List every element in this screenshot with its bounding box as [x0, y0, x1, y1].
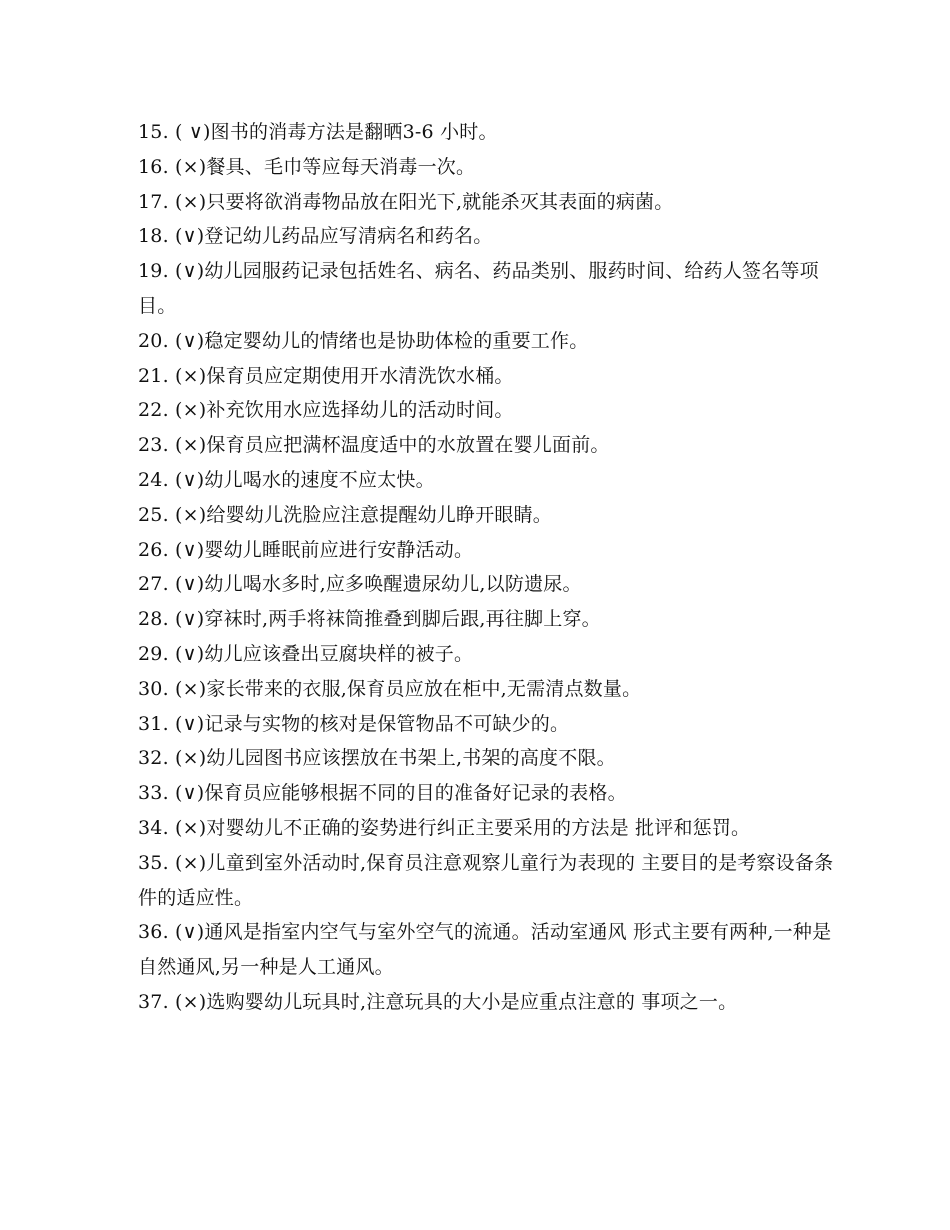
list-item-35: 35. (×)儿童到室外活动时,保育员注意观察儿童行为表现的 主要目的是考察设备条件的适应性。 [138, 851, 834, 909]
list-item-27: 27. (∨)幼儿喝水多时,应多唤醒遗尿幼儿,以防遗尿。 [138, 573, 582, 596]
list-item-19: 19. (∨)幼儿园服药记录包括姓名、病名、药品类别、服药时间、给药人签名等项目。 [138, 260, 819, 317]
question-list [138, 115, 838, 1020]
list-item-26: 26. (∨)婴幼儿睡眠前应进行安静活动。 [138, 538, 474, 561]
list-item-23: 23. (×)保育员应把满杯温度适中的水放置在婴儿面前。 [138, 434, 610, 457]
list-item-30: 30. (×)家长带来的衣服,保育员应放在柜中,无需清点数量。 [138, 677, 642, 700]
list-item-29: 29. (∨)幼儿应该叠出豆腐块样的被子。 [138, 642, 474, 665]
list-item-28: 28. (∨)穿袜时,两手将袜筒推叠到脚后跟,再往脚上穿。 [138, 608, 601, 631]
list-item-31: 31. (∨)记录与实物的核对是保管物品不可缺少的。 [138, 712, 570, 735]
list-item-36: 36. (∨)通风是指室内空气与室外空气的流通。活动室通风 形式主要有两种,一种是自然通风,另一种是人工通风。 [138, 921, 832, 979]
list-item-34: 34. (×)对婴幼儿不正确的姿势进行纠正主要采用的方法是 批评和惩罚。 [138, 816, 751, 839]
list-item-16: 16. (×)餐具、毛巾等应每天消毒一次。 [138, 155, 476, 178]
list-item-24: 24. (∨)幼儿喝水的速度不应太快。 [138, 468, 435, 491]
list-item-22: 22. (×)补充饮用水应选择幼儿的活动时间。 [138, 399, 514, 422]
list-item-15: 15. ( ∨)图书的消毒方法是翻晒3-6 小时。 [138, 121, 498, 143]
list-item-32: 32. (×)幼儿园图书应该摆放在书架上,书架的高度不限。 [138, 747, 616, 770]
list-item-18: 18. (∨)登记幼儿药品应写清病名和药名。 [138, 225, 493, 248]
list-item-25: 25. (×)给婴幼儿洗脸应注意提醒幼儿睁开眼睛。 [138, 503, 553, 526]
list-item-37: 37. (×)选购婴幼儿玩具时,注意玩具的大小是应重点注意的 事项之一。 [138, 990, 738, 1013]
list-item-21: 21. (×)保育员应定期使用开水清洗饮水桶。 [138, 364, 514, 387]
list-item-33: 33. (∨)保育员应能够根据不同的目的准备好记录的表格。 [138, 782, 627, 805]
list-item-17: 17. (×)只要将欲消毒物品放在阳光下,就能杀灭其表面的病菌。 [138, 190, 674, 213]
list-item-20: 20. (∨)稳定婴幼儿的情绪也是协助体检的重要工作。 [138, 329, 589, 352]
